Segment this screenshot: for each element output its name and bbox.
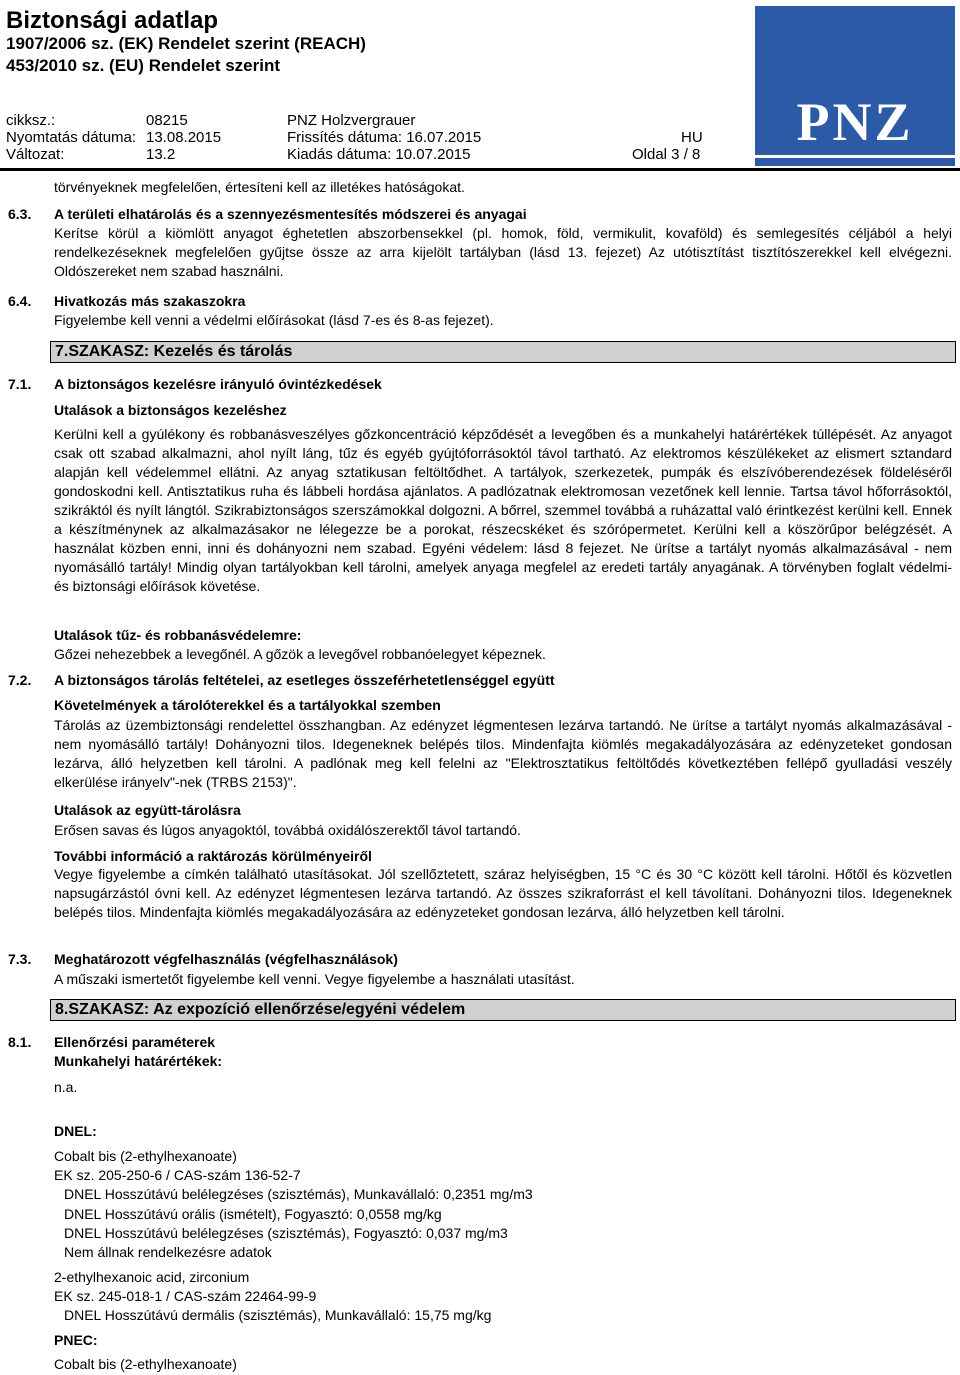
page-number: Oldal 3 / 8 — [632, 146, 701, 163]
section-6-4-heading: Hivatkozás más szakaszokra — [54, 293, 246, 309]
issue-date: Kiadás dátuma: 10.07.2015 — [287, 146, 471, 163]
section-7-1-fire-text: Gőzei nehezebbek a levegőnél. A gőzök a levegővel robbanóelegyet képeznek. — [54, 646, 546, 662]
section-6-4-text: Figyelembe kell venni a védelmi előírásokat (lásd 7-es és 8-as fejezet). — [54, 312, 494, 328]
dnel-ek-2: EK sz. 245-018-1 / CAS-szám 22464-99-9 — [54, 1288, 317, 1304]
product-name: PNZ Holzvergrauer — [287, 112, 416, 129]
section-7-1-fire-heading: Utalások tűz- és robbanásvédelemre: — [54, 627, 302, 643]
section-7-2-text-c: Vegye figyelembe a címkén található utasításokat. Jól szellőztetett, száraz helyiségben, 15 °C és 30 °C között kell tárolni. Hőtől és közvetlen napsugárzástól óvni kell. Az edényzet légmentesen lezárva tartandó. Az összes szikraforrást el kell távolítani. Dohányozni tilos. Idegeneknek belépés tilos. Mindenfajta kiömlés megakadályozására az edényzeteket gondosan lezárva, álló helyzetben kell tárolni. — [54, 866, 952, 920]
section-6-4-number: 6.4. — [8, 293, 32, 309]
section-7-2-sub-b: Utalások az együtt-tárolásra — [54, 802, 241, 818]
dnel-substance-1: Cobalt bis (2-ethylhexanoate) — [54, 1148, 237, 1164]
section-7-2-text-b: Erősen savas és lúgos anyagoktól, továbbá oxidálószerektől távol tartandó. — [54, 822, 521, 838]
section-7-2-text-a: Tárolás az üzembiztonsági rendelettel összhangban. Az edényzet légmentesen lezárva tartandó. Ne ürítse a tartályt nyomás alkalmazásával - nem nyomásálló tartály! Dohányozni tilos. Idegeneknek belépés tilos. Mindenfajta kiömlés megakadályozására az edényzeteket gondosan lezárva, álló helyzetben kell tárolni. A padlónak meg kell felelni az "Elektrosztatikus feltöltődés következtében fellépő gyulladási veszély elkerülése irányelv"-nek (TRBS 2153)". — [54, 717, 952, 790]
logo-stripe — [755, 155, 955, 158]
section-7-1-heading: A biztonságos kezelésre irányuló óvintézkedések — [54, 376, 382, 392]
workplace-limits-heading: Munkahelyi határértékek: — [54, 1053, 223, 1069]
section-7-1-number: 7.1. — [8, 376, 32, 392]
dnel-value-1: DNEL Hosszútávú belélegzéses (szisztémás), Munkavállaló: 0,2351 mg/m3 — [64, 1186, 533, 1202]
section-7-1-text: Kerülni kell a gyúlékony és robbanásveszélyes gőzkoncentráció képződését a levegőben és a munkahelyi határértékek túllépését. Az anyagot csak ott szabad alkalmazni, ahol nyílt láng, tűz és egyéb gyújtóforrásoktól távol tartható. Az elektromos készülékeket az elismert sztandard alapján kell védelemmel ellátni. Az anyag sztatikusan feltöltődhet. A tartályok, szerkezetek, pumpák és elszívóberendezések földeléséről gondoskodni kell. Antisztatikus ruha és lábbeli hordása ajánlatos. A padlózatnak elektromosan vezetőnek kell lennie. Tartsa távol hőforrásoktól, szikráktól és nyílt lángtól. Szikrabiztonságos szerszámokkal dolgozni. A bőrrel, szemmel továbbá a ruházattal való érintkezést kerülni kell. Ennek a készítménynek az alkalmazásakor ne lélegezze be a porokat, részecskéket és szórópermetet. Kerülni kell a köszörűpor belégzését. A használat közben enni, inni és dohányozni nem szabad. Egyéni védelem: lásd 8 fejezet. Ne ürítse a tartályt nyomás alkalmazásával - nem nyomásálló tartály! Mindig olyan tartályokban kell tárolni, amelyek anyaga megfelel az eredeti tartály anyagának. A törvényben foglalt védelmi- és biztonsági előírások követése. — [54, 426, 952, 594]
section-8-bar: 8.SZAKASZ: Az expozíció ellenőrzése/egyéni védelem — [50, 999, 956, 1021]
section-6-3-text: Kerítse körül a kiömlött anyagot éghetetlen abszorbensekkel (pl. homok, föld, vermikulit, kovaföld) és semlegesítés céljából a helyi rendelkezéseknek megfelelően gyűjtse össze az arra kijelölt tartályban (lásd 13. fejezet) Az utótisztítást tisztítószerekkel kell elvégezni. Oldószereket nem szabad használni. — [54, 225, 952, 279]
pnec-substance-1: Cobalt bis (2-ethylhexanoate) — [54, 1356, 237, 1372]
version-value: 13.2 — [146, 146, 176, 163]
cikksz-value: 08215 — [146, 112, 188, 129]
document-title: Biztonsági adatlap — [6, 7, 219, 34]
dnel-substance-2: 2-ethylhexanoic acid, zirconium — [54, 1269, 250, 1285]
section-7-2-sub-a: Követelmények a tárolóterekkel és a tartályokkal szemben — [54, 697, 441, 713]
regulation-line-2: 453/2010 sz. (EU) Rendelet szerint — [6, 56, 281, 75]
section-7-1-subheading: Utalások a biztonságos kezeléshez — [54, 402, 287, 418]
pnec-heading: PNEC: — [54, 1332, 98, 1348]
section-8-1-heading: Ellenőrzési paraméterek — [54, 1034, 216, 1050]
section-7-2-heading: A biztonságos tárolás feltételei, az esetleges összeférhetetlenséggel együtt — [54, 672, 555, 688]
print-date-label: Nyomtatás dátuma: — [6, 129, 137, 146]
dnel-value-3: DNEL Hosszútávú belélegzéses (szisztémás), Fogyasztó: 0,037 mg/m3 — [64, 1225, 508, 1241]
section-7-3-heading: Meghatározott végfelhasználás (végfelhasználások) — [54, 951, 398, 967]
section-6-3-heading: A területi elhatárolás és a szennyezésmentesítés módszerei és anyagai — [54, 206, 527, 222]
update-date: Frissítés dátuma: 16.07.2015 — [287, 129, 482, 146]
logo-text: PNZ — [796, 92, 914, 152]
dnel-heading: DNEL: — [54, 1123, 97, 1139]
section-7-3-number: 7.3. — [8, 951, 32, 967]
dnel-value-5: DNEL Hosszútávú dermális (szisztémás), Munkavállaló: 15,75 mg/kg — [64, 1307, 492, 1323]
section-7-2-number: 7.2. — [8, 672, 32, 688]
section-6-3-number: 6.3. — [8, 206, 32, 222]
section-8-1-number: 8.1. — [8, 1034, 32, 1050]
section6-intro: törvényeknek megfelelően, értesíteni kell az illetékes hatóságokat. — [54, 179, 465, 195]
dnel-value-4: Nem állnak rendelkezésre adatok — [64, 1244, 272, 1260]
cikksz-label: cikksz.: — [6, 112, 56, 129]
language-code: HU — [681, 129, 703, 146]
workplace-limits-value: n.a. — [54, 1079, 78, 1095]
print-date-value: 13.08.2015 — [146, 129, 222, 146]
dnel-value-2: DNEL Hosszútávú orális (ismételt), Fogyasztó: 0,0558 mg/kg — [64, 1206, 442, 1222]
version-label: Változat: — [6, 146, 65, 163]
regulation-line-1: 1907/2006 sz. (EK) Rendelet szerint (REACH) — [6, 34, 366, 53]
dnel-ek-1: EK sz. 205-250-6 / CAS-szám 136-52-7 — [54, 1167, 301, 1183]
header-divider — [0, 168, 960, 171]
section-7-bar: 7.SZAKASZ: Kezelés és tárolás — [50, 341, 956, 363]
section-7-2-sub-c: További információ a raktározás körülményeiről — [54, 848, 372, 864]
section-7-3-text: A műszaki ismertetőt figyelembe kell venni. Vegye figyelembe a használati utasítást. — [54, 971, 575, 987]
pnz-logo — [755, 6, 955, 166]
